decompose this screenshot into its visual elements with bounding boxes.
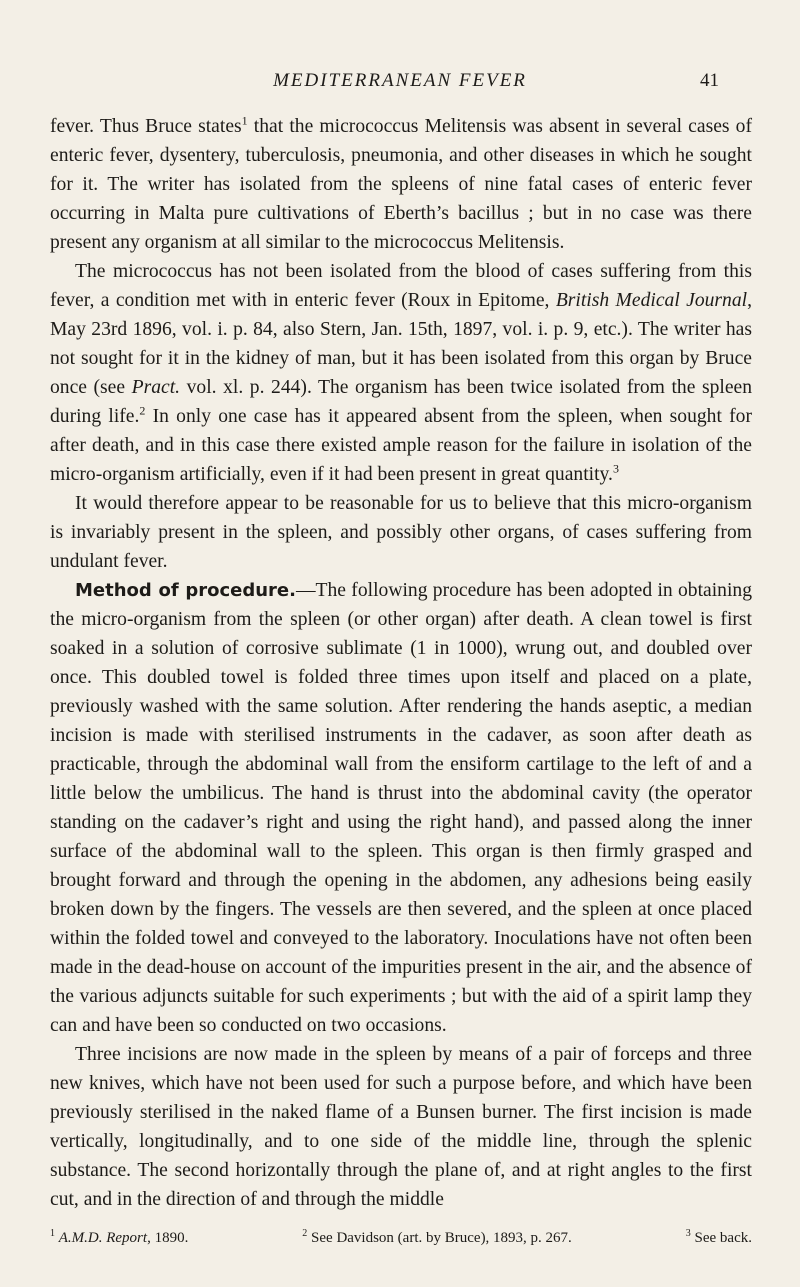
footnote-ref-2: 2 [139,403,146,418]
paragraph-1: fever. Thus Bruce states$^1$ that the micrococcus Melitensis was absent in several cases of enteric fever, dysentery, tuberculosis, pneumonia, and other diseases in which he sought for it. The writer has isolated from the spleens of nine fatal cases of enteric fever occurring in Malta pure cultivations of Eberth’s bacillus ; but in no case was there present any organism at all similar to the micrococcus Melitensis. [50,113,752,253]
paragraph-3: It would therefore appear to be reasonable for us to believe that this micro-organism is invariably present in the spleen, and possibly other organs, of cases suffering from undulant fever. [50,493,752,572]
paragraph-4: Method of procedure.—The following procedure has been adopted in obtaining the micro-organism from the spleen (or other organ) after death. A clean towel is first soaked in a solution of corrosive sublimate (1 in 1000), wrung out, and doubled over once. This doubled towel is folded three times upon itself and placed on a plate, previously washed with the same solution. After rendering the hands aseptic, a median incision is made with sterilised instruments in the cadaver, as soon after death as practicable, through the abdominal wall from the ensiform cartilage to the left of and a little below the umbilicus. The hand is thrust into the abdominal cavity (the operator standing on the cadaver’s right and using the right hand), and passed along the inner surface of the abdominal wall to the spleen. This organ is then firmly grasped and brought forward and through the opening in the abdomen, any adhesions being easily broken down by the fingers. The vessels are then severed, and the spleen at once placed within the folded towel and conveyed to the laboratory. Inoculations have not often been made in the dead-house on account of the impurities present in the air, and the absence of the various adjuncts suitable for such experiments ; but with the aid of a spirit lamp they can and have been so conducted on two occasions. [50,580,752,1036]
footnote-2: $^2$ See Davidson (art. by Bruce), 1893, p. 267. [302,1228,572,1246]
pract-ref: Pract. [131,377,181,398]
paragraph-2: The micrococcus has not been isolated from the blood of cases suffering from this fever, a condition met with in enteric fever (Roux in Epitome, British Medical Journal, May 23rd 1896, vol. i. p. 84, also Stern, Jan. 15th, 1897, vol. i. p. 9, etc.). The writer has not sought for it in the kidney of man, but it has been isolated from this organ by Bruce once (see Pract. vol. xl. p. 244). The organism has been twice isolated from the spleen during life.$^2$ In only one case has it appeared absent from the spleen, when sought for after death, and in this case there existed ample reason for the failure in isolation of the micro-organism artificially, even if it had been present in great quantity.$^3$ [50,261,753,485]
page-number: 41 [700,70,719,91]
section-heading: Method of procedure. [75,580,296,601]
running-title: MEDITERRANEAN FEVER [273,70,527,91]
footnote-3: $^3$ See back. [685,1228,752,1246]
footnote-1: $^1$ A.M.D. Report, 1890. [50,1228,189,1246]
body-text [50,112,752,1214]
footnotes [50,1230,752,1247]
footnote-ref-3: 3 [612,461,619,476]
footnote-ref-1: 1 [241,113,248,128]
journal-title: British Medical Journal [555,290,748,311]
paragraph-5: Three incisions are now made in the spleen by means of a pair of forceps and three new knives, which have not been used for such a purpose before, and which have been previously sterilised in the naked flame of a Bunsen burner. The first incision is made vertically, longitudinally, and to one side of the middle line, through the splenic substance. The second horizontally through the plane of, and at right angles to the first cut, and in the direction of and through the middle [50,1044,752,1210]
